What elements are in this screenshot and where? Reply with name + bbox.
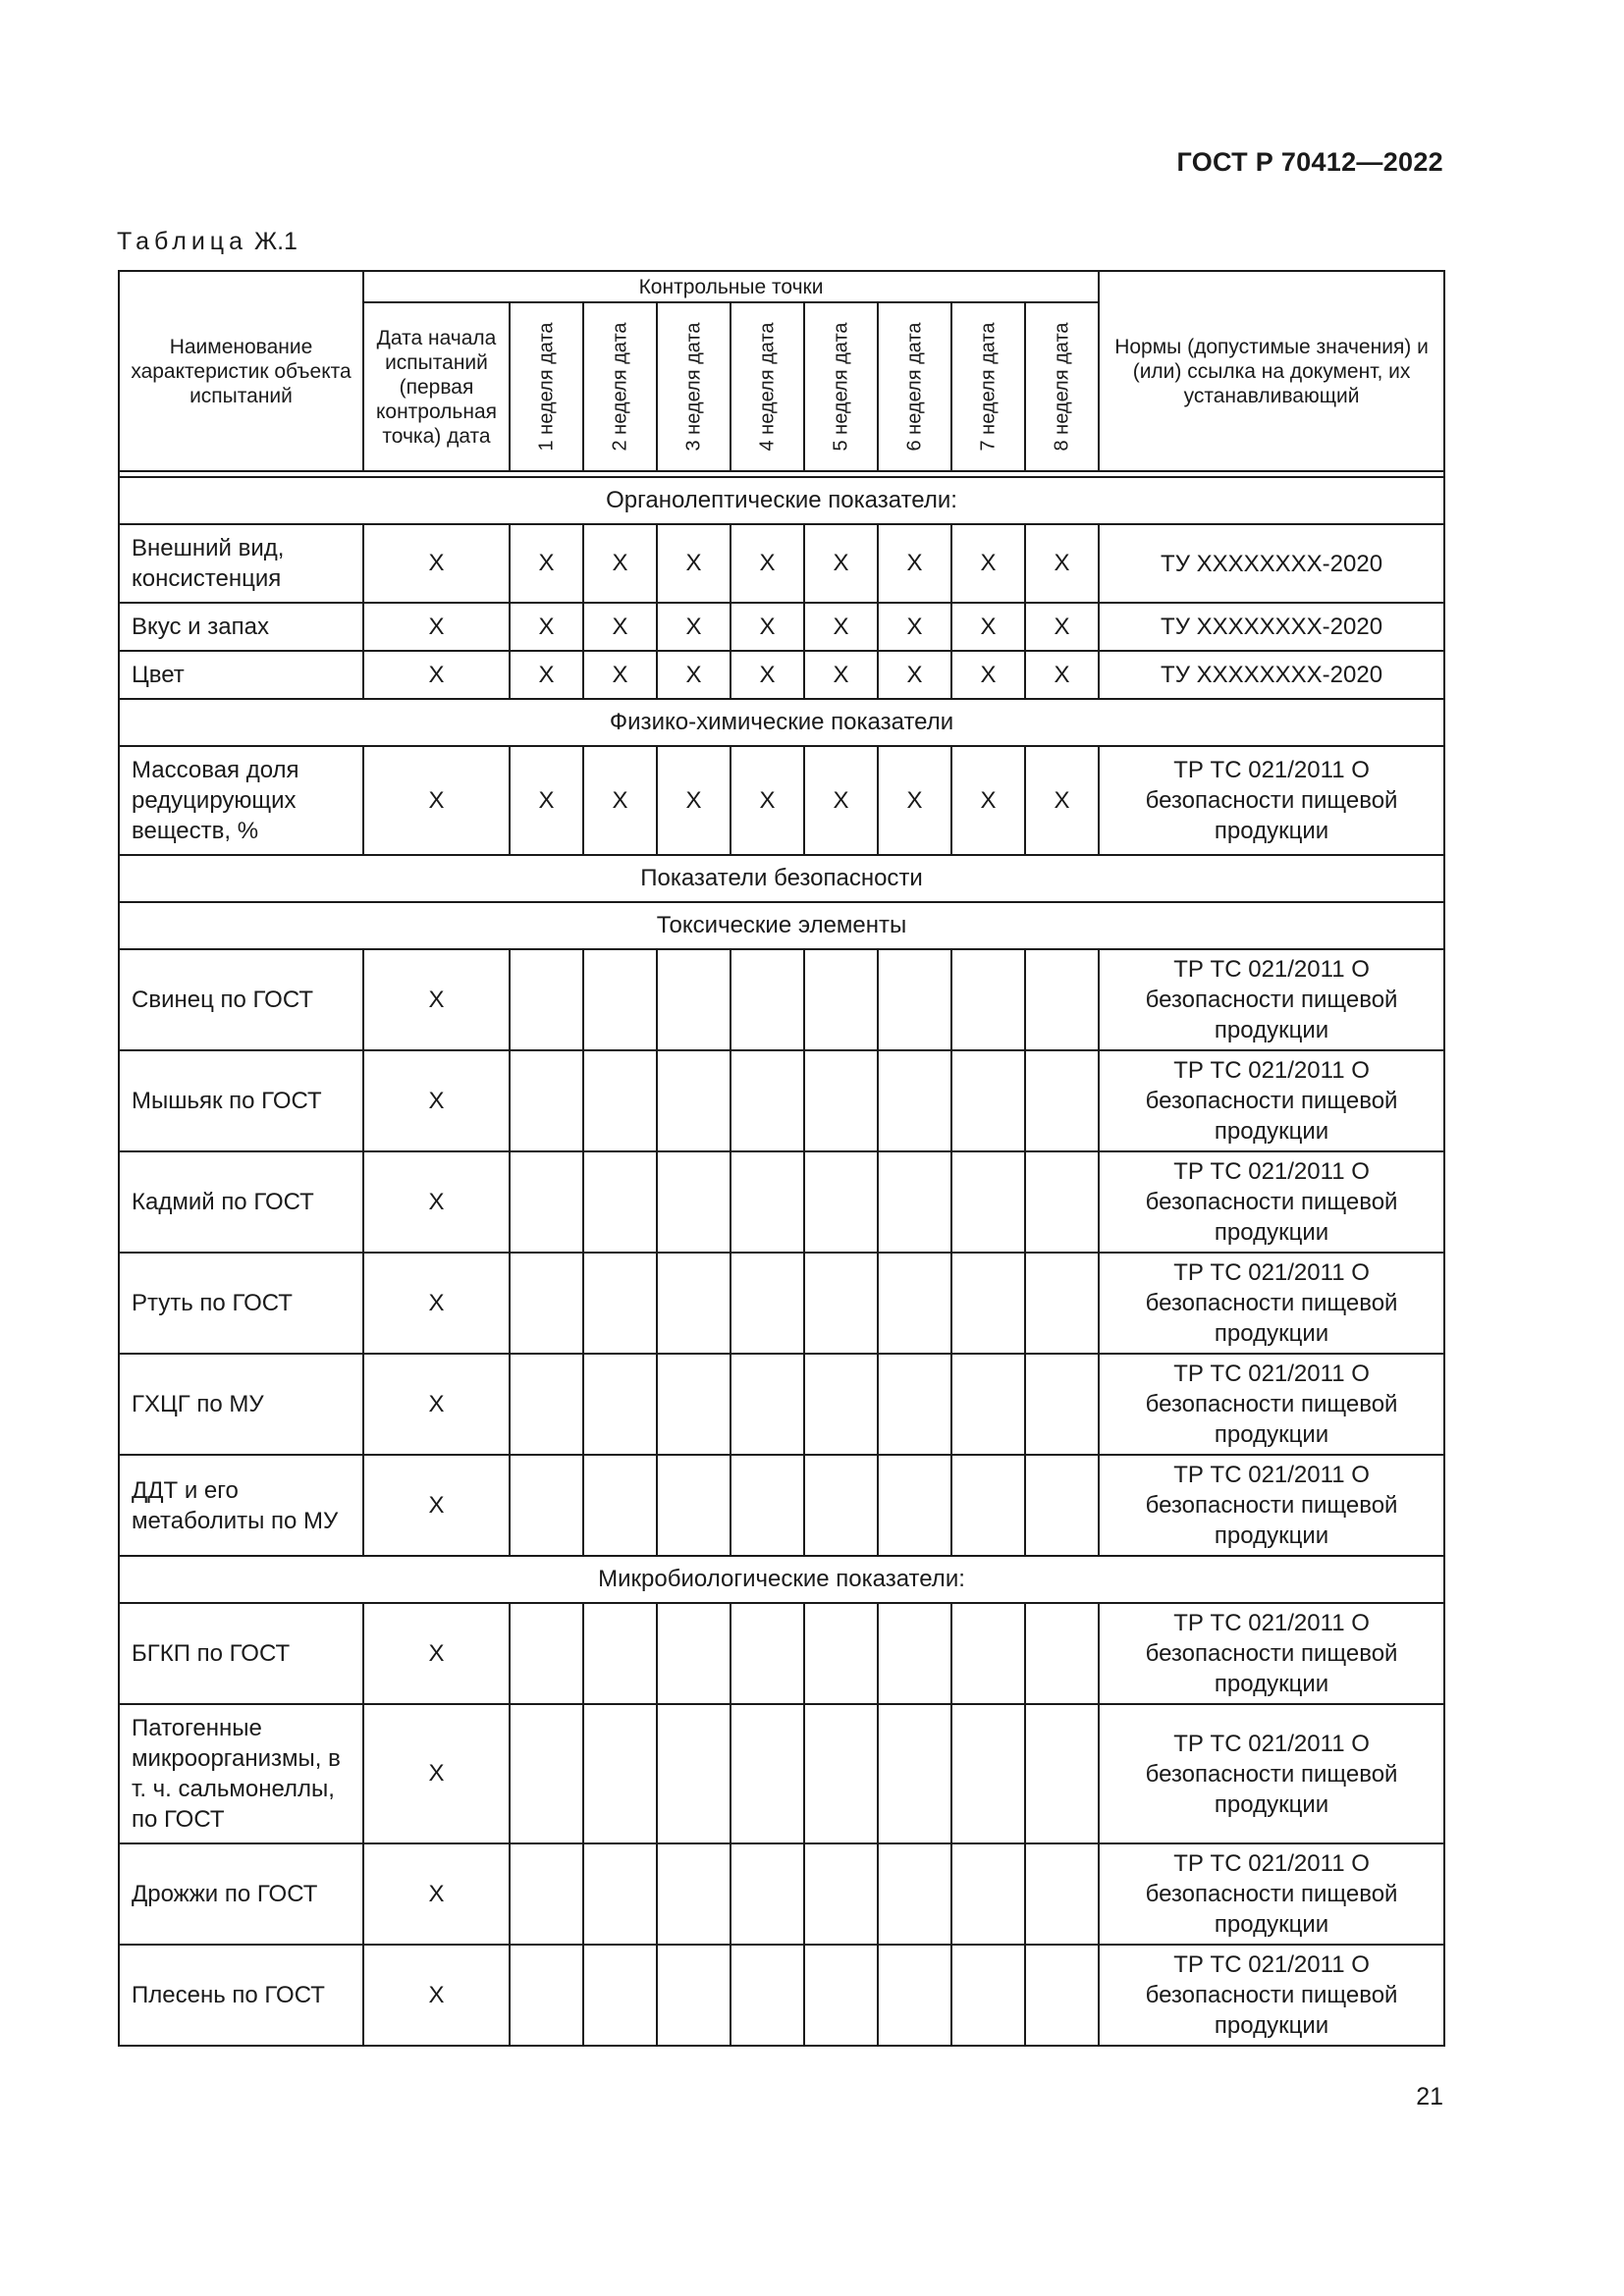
norm-cell: ТР ТС 021/2011 О безопасности пищевой продукции [1099, 1455, 1444, 1556]
week-6-cell [878, 1455, 951, 1556]
week-1-cell: Х [510, 524, 583, 603]
header-week-1: 1 неделя дата [510, 302, 583, 471]
row-name: Внешний вид, консистенция [119, 524, 363, 603]
header-week-7: 7 неделя дата [951, 302, 1025, 471]
week-8-cell: Х [1025, 603, 1099, 651]
week-8-cell [1025, 1050, 1099, 1151]
week-6-cell: Х [878, 651, 951, 699]
week-7-cell: Х [951, 524, 1025, 603]
table-row [119, 1945, 1444, 2046]
row-name: Массовая доля редуцирующих веществ, % [119, 746, 363, 855]
start-date-cell: Х [363, 1704, 510, 1843]
table-caption-id: Ж.1 [253, 228, 298, 255]
row-name: ГХЦГ по МУ [119, 1354, 363, 1455]
week-5-cell [804, 1704, 878, 1843]
start-date-cell: Х [363, 746, 510, 855]
week-4-cell: Х [731, 603, 804, 651]
section-row [119, 902, 1444, 949]
week-1-cell [510, 1704, 583, 1843]
week-2-cell [583, 1945, 657, 2046]
week-5-cell [804, 1843, 878, 1945]
start-date-cell: Х [363, 1151, 510, 1253]
week-2-cell [583, 1843, 657, 1945]
week-8-cell [1025, 1253, 1099, 1354]
row-name: Кадмий по ГОСТ [119, 1151, 363, 1253]
week-7-cell [951, 1704, 1025, 1843]
norm-cell: ТР ТС 021/2011 О безопасности пищевой продукции [1099, 1704, 1444, 1843]
week-8-cell: Х [1025, 524, 1099, 603]
week-3-cell [657, 1354, 731, 1455]
week-2-cell [583, 1704, 657, 1843]
week-7-cell [951, 1050, 1025, 1151]
table-row [119, 1354, 1444, 1455]
week-1-cell: Х [510, 603, 583, 651]
week-4-cell [731, 1945, 804, 2046]
week-8-cell [1025, 1945, 1099, 2046]
header-checkpoints: Контрольные точки [363, 271, 1099, 302]
table-row [119, 1603, 1444, 1704]
start-date-cell: Х [363, 651, 510, 699]
header-start-date: Дата начала испытаний (первая контрольная точка) дата [363, 302, 510, 471]
week-5-cell [804, 1151, 878, 1253]
week-8-cell [1025, 1455, 1099, 1556]
norm-cell: ТР ТС 021/2011 О безопасности пищевой продукции [1099, 1945, 1444, 2046]
week-3-cell [657, 1455, 731, 1556]
norm-cell: ТР ТС 021/2011 О безопасности пищевой продукции [1099, 1151, 1444, 1253]
table-header [119, 271, 1444, 477]
week-5-cell: Х [804, 603, 878, 651]
week-5-cell [804, 1945, 878, 2046]
week-8-cell: Х [1025, 746, 1099, 855]
row-name: Дрожжи по ГОСТ [119, 1843, 363, 1945]
row-name: Патогенные микроорганизмы, в т. ч. сальмонеллы, по ГОСТ [119, 1704, 363, 1843]
row-name: Ртуть по ГОСТ [119, 1253, 363, 1354]
start-date-cell: Х [363, 524, 510, 603]
standard-designation: ГОСТ Р 70412—2022 [1176, 147, 1443, 177]
start-date-cell: Х [363, 1945, 510, 2046]
header-week-6: 6 неделя дата [878, 302, 951, 471]
week-2-cell: Х [583, 651, 657, 699]
week-1-cell [510, 1253, 583, 1354]
row-name: БГКП по ГОСТ [119, 1603, 363, 1704]
week-4-cell: Х [731, 524, 804, 603]
week-7-cell: Х [951, 651, 1025, 699]
week-4-cell: Х [731, 651, 804, 699]
table-row [119, 949, 1444, 1050]
week-1-cell [510, 1603, 583, 1704]
header-norms: Нормы (допустимые значения) и (или) ссылка на документ, их устанавливающий [1099, 271, 1444, 471]
week-6-cell [878, 1704, 951, 1843]
week-3-cell [657, 1253, 731, 1354]
start-date-cell: Х [363, 1050, 510, 1151]
week-3-cell: Х [657, 524, 731, 603]
header-week-3: 3 неделя дата [657, 302, 731, 471]
week-4-cell [731, 1843, 804, 1945]
week-3-cell [657, 1603, 731, 1704]
week-1-cell [510, 1945, 583, 2046]
week-7-cell [951, 1253, 1025, 1354]
week-7-cell: Х [951, 746, 1025, 855]
week-8-cell [1025, 949, 1099, 1050]
header-week-2: 2 неделя дата [583, 302, 657, 471]
week-3-cell [657, 1151, 731, 1253]
week-2-cell: Х [583, 746, 657, 855]
week-3-cell: Х [657, 603, 731, 651]
section-row [119, 1556, 1444, 1603]
week-6-cell [878, 1843, 951, 1945]
table-row [119, 1704, 1444, 1843]
section-title: Физико-химические показатели [119, 699, 1444, 746]
week-5-cell: Х [804, 746, 878, 855]
week-2-cell [583, 1354, 657, 1455]
week-1-cell [510, 1151, 583, 1253]
week-3-cell [657, 1843, 731, 1945]
table-caption [117, 228, 298, 256]
week-6-cell [878, 949, 951, 1050]
week-4-cell: Х [731, 746, 804, 855]
week-5-cell [804, 1603, 878, 1704]
week-7-cell [951, 1603, 1025, 1704]
section-title: Токсические элементы [119, 902, 1444, 949]
week-7-cell [951, 1843, 1025, 1945]
checkpoints-table [118, 270, 1445, 2047]
week-8-cell [1025, 1704, 1099, 1843]
week-6-cell [878, 1945, 951, 2046]
week-1-cell [510, 1455, 583, 1556]
row-name: Мышьяк по ГОСТ [119, 1050, 363, 1151]
row-name: Свинец по ГОСТ [119, 949, 363, 1050]
table-row [119, 524, 1444, 603]
week-6-cell: Х [878, 524, 951, 603]
table-body [119, 477, 1444, 2046]
week-6-cell [878, 1253, 951, 1354]
row-name: Вкус и запах [119, 603, 363, 651]
norm-cell: ТР ТС 021/2011 О безопасности пищевой продукции [1099, 1050, 1444, 1151]
start-date-cell: Х [363, 603, 510, 651]
week-4-cell [731, 1354, 804, 1455]
week-7-cell: Х [951, 603, 1025, 651]
start-date-cell: Х [363, 1455, 510, 1556]
week-4-cell [731, 949, 804, 1050]
week-5-cell [804, 1354, 878, 1455]
week-4-cell [731, 1050, 804, 1151]
table-row [119, 1253, 1444, 1354]
week-8-cell [1025, 1603, 1099, 1704]
week-6-cell [878, 1050, 951, 1151]
week-2-cell [583, 1253, 657, 1354]
week-5-cell: Х [804, 524, 878, 603]
section-title: Микробиологические показатели: [119, 1556, 1444, 1603]
section-title: Показатели безопасности [119, 855, 1444, 902]
table-row [119, 651, 1444, 699]
week-2-cell: Х [583, 603, 657, 651]
week-6-cell: Х [878, 746, 951, 855]
week-3-cell [657, 1704, 731, 1843]
section-row [119, 477, 1444, 524]
week-5-cell [804, 1455, 878, 1556]
week-5-cell [804, 1050, 878, 1151]
week-4-cell [731, 1253, 804, 1354]
week-7-cell [951, 1945, 1025, 2046]
week-7-cell [951, 1151, 1025, 1253]
week-7-cell [951, 1354, 1025, 1455]
week-2-cell [583, 949, 657, 1050]
table-row [119, 746, 1444, 855]
week-7-cell [951, 949, 1025, 1050]
section-title: Органолептические показатели: [119, 477, 1444, 524]
week-1-cell [510, 1050, 583, 1151]
week-4-cell [731, 1455, 804, 1556]
week-5-cell [804, 949, 878, 1050]
week-6-cell [878, 1151, 951, 1253]
week-3-cell: Х [657, 746, 731, 855]
norm-cell: ТУ ХХХХХХХХ-2020 [1099, 603, 1444, 651]
page-number: 21 [1416, 2083, 1443, 2110]
week-3-cell [657, 1050, 731, 1151]
week-1-cell [510, 1843, 583, 1945]
start-date-cell: Х [363, 1603, 510, 1704]
row-name: ДДТ и его метаболиты по МУ [119, 1455, 363, 1556]
week-8-cell [1025, 1151, 1099, 1253]
row-name: Плесень по ГОСТ [119, 1945, 363, 2046]
week-8-cell [1025, 1354, 1099, 1455]
week-3-cell [657, 1945, 731, 2046]
week-4-cell [731, 1704, 804, 1843]
section-row [119, 699, 1444, 746]
table-row [119, 1050, 1444, 1151]
row-name: Цвет [119, 651, 363, 699]
norm-cell: ТР ТС 021/2011 О безопасности пищевой продукции [1099, 949, 1444, 1050]
start-date-cell: Х [363, 949, 510, 1050]
week-1-cell [510, 949, 583, 1050]
week-3-cell [657, 949, 731, 1050]
norm-cell: ТР ТС 021/2011 О безопасности пищевой продукции [1099, 1354, 1444, 1455]
header-name-column: Наименование характеристик объекта испытаний [119, 271, 363, 471]
table-row [119, 1151, 1444, 1253]
week-6-cell: Х [878, 603, 951, 651]
week-5-cell: Х [804, 651, 878, 699]
table-row [119, 1843, 1444, 1945]
week-6-cell [878, 1354, 951, 1455]
section-row [119, 855, 1444, 902]
week-2-cell [583, 1050, 657, 1151]
week-4-cell [731, 1603, 804, 1704]
week-2-cell [583, 1455, 657, 1556]
week-1-cell [510, 1354, 583, 1455]
norm-cell: ТУ ХХХХХХХХ-2020 [1099, 524, 1444, 603]
week-4-cell [731, 1151, 804, 1253]
norm-cell: ТР ТС 021/2011 О безопасности пищевой продукции [1099, 1843, 1444, 1945]
week-2-cell [583, 1603, 657, 1704]
norm-cell: ТР ТС 021/2011 О безопасности пищевой продукции [1099, 1253, 1444, 1354]
start-date-cell: Х [363, 1354, 510, 1455]
header-week-5: 5 неделя дата [804, 302, 878, 471]
week-2-cell: Х [583, 524, 657, 603]
table-row [119, 603, 1444, 651]
header-week-4: 4 неделя дата [731, 302, 804, 471]
week-2-cell [583, 1151, 657, 1253]
table-row [119, 1455, 1444, 1556]
week-1-cell: Х [510, 746, 583, 855]
start-date-cell: Х [363, 1253, 510, 1354]
start-date-cell: Х [363, 1843, 510, 1945]
norm-cell: ТР ТС 021/2011 О безопасности пищевой продукции [1099, 1603, 1444, 1704]
table-caption-word: Таблица [117, 228, 248, 255]
norm-cell: ТР ТС 021/2011 О безопасности пищевой продукции [1099, 746, 1444, 855]
week-8-cell: Х [1025, 651, 1099, 699]
week-8-cell [1025, 1843, 1099, 1945]
header-week-8: 8 неделя дата [1025, 302, 1099, 471]
week-6-cell [878, 1603, 951, 1704]
norm-cell: ТУ ХХХХХХХХ-2020 [1099, 651, 1444, 699]
week-5-cell [804, 1253, 878, 1354]
week-7-cell [951, 1455, 1025, 1556]
week-1-cell: Х [510, 651, 583, 699]
week-3-cell: Х [657, 651, 731, 699]
